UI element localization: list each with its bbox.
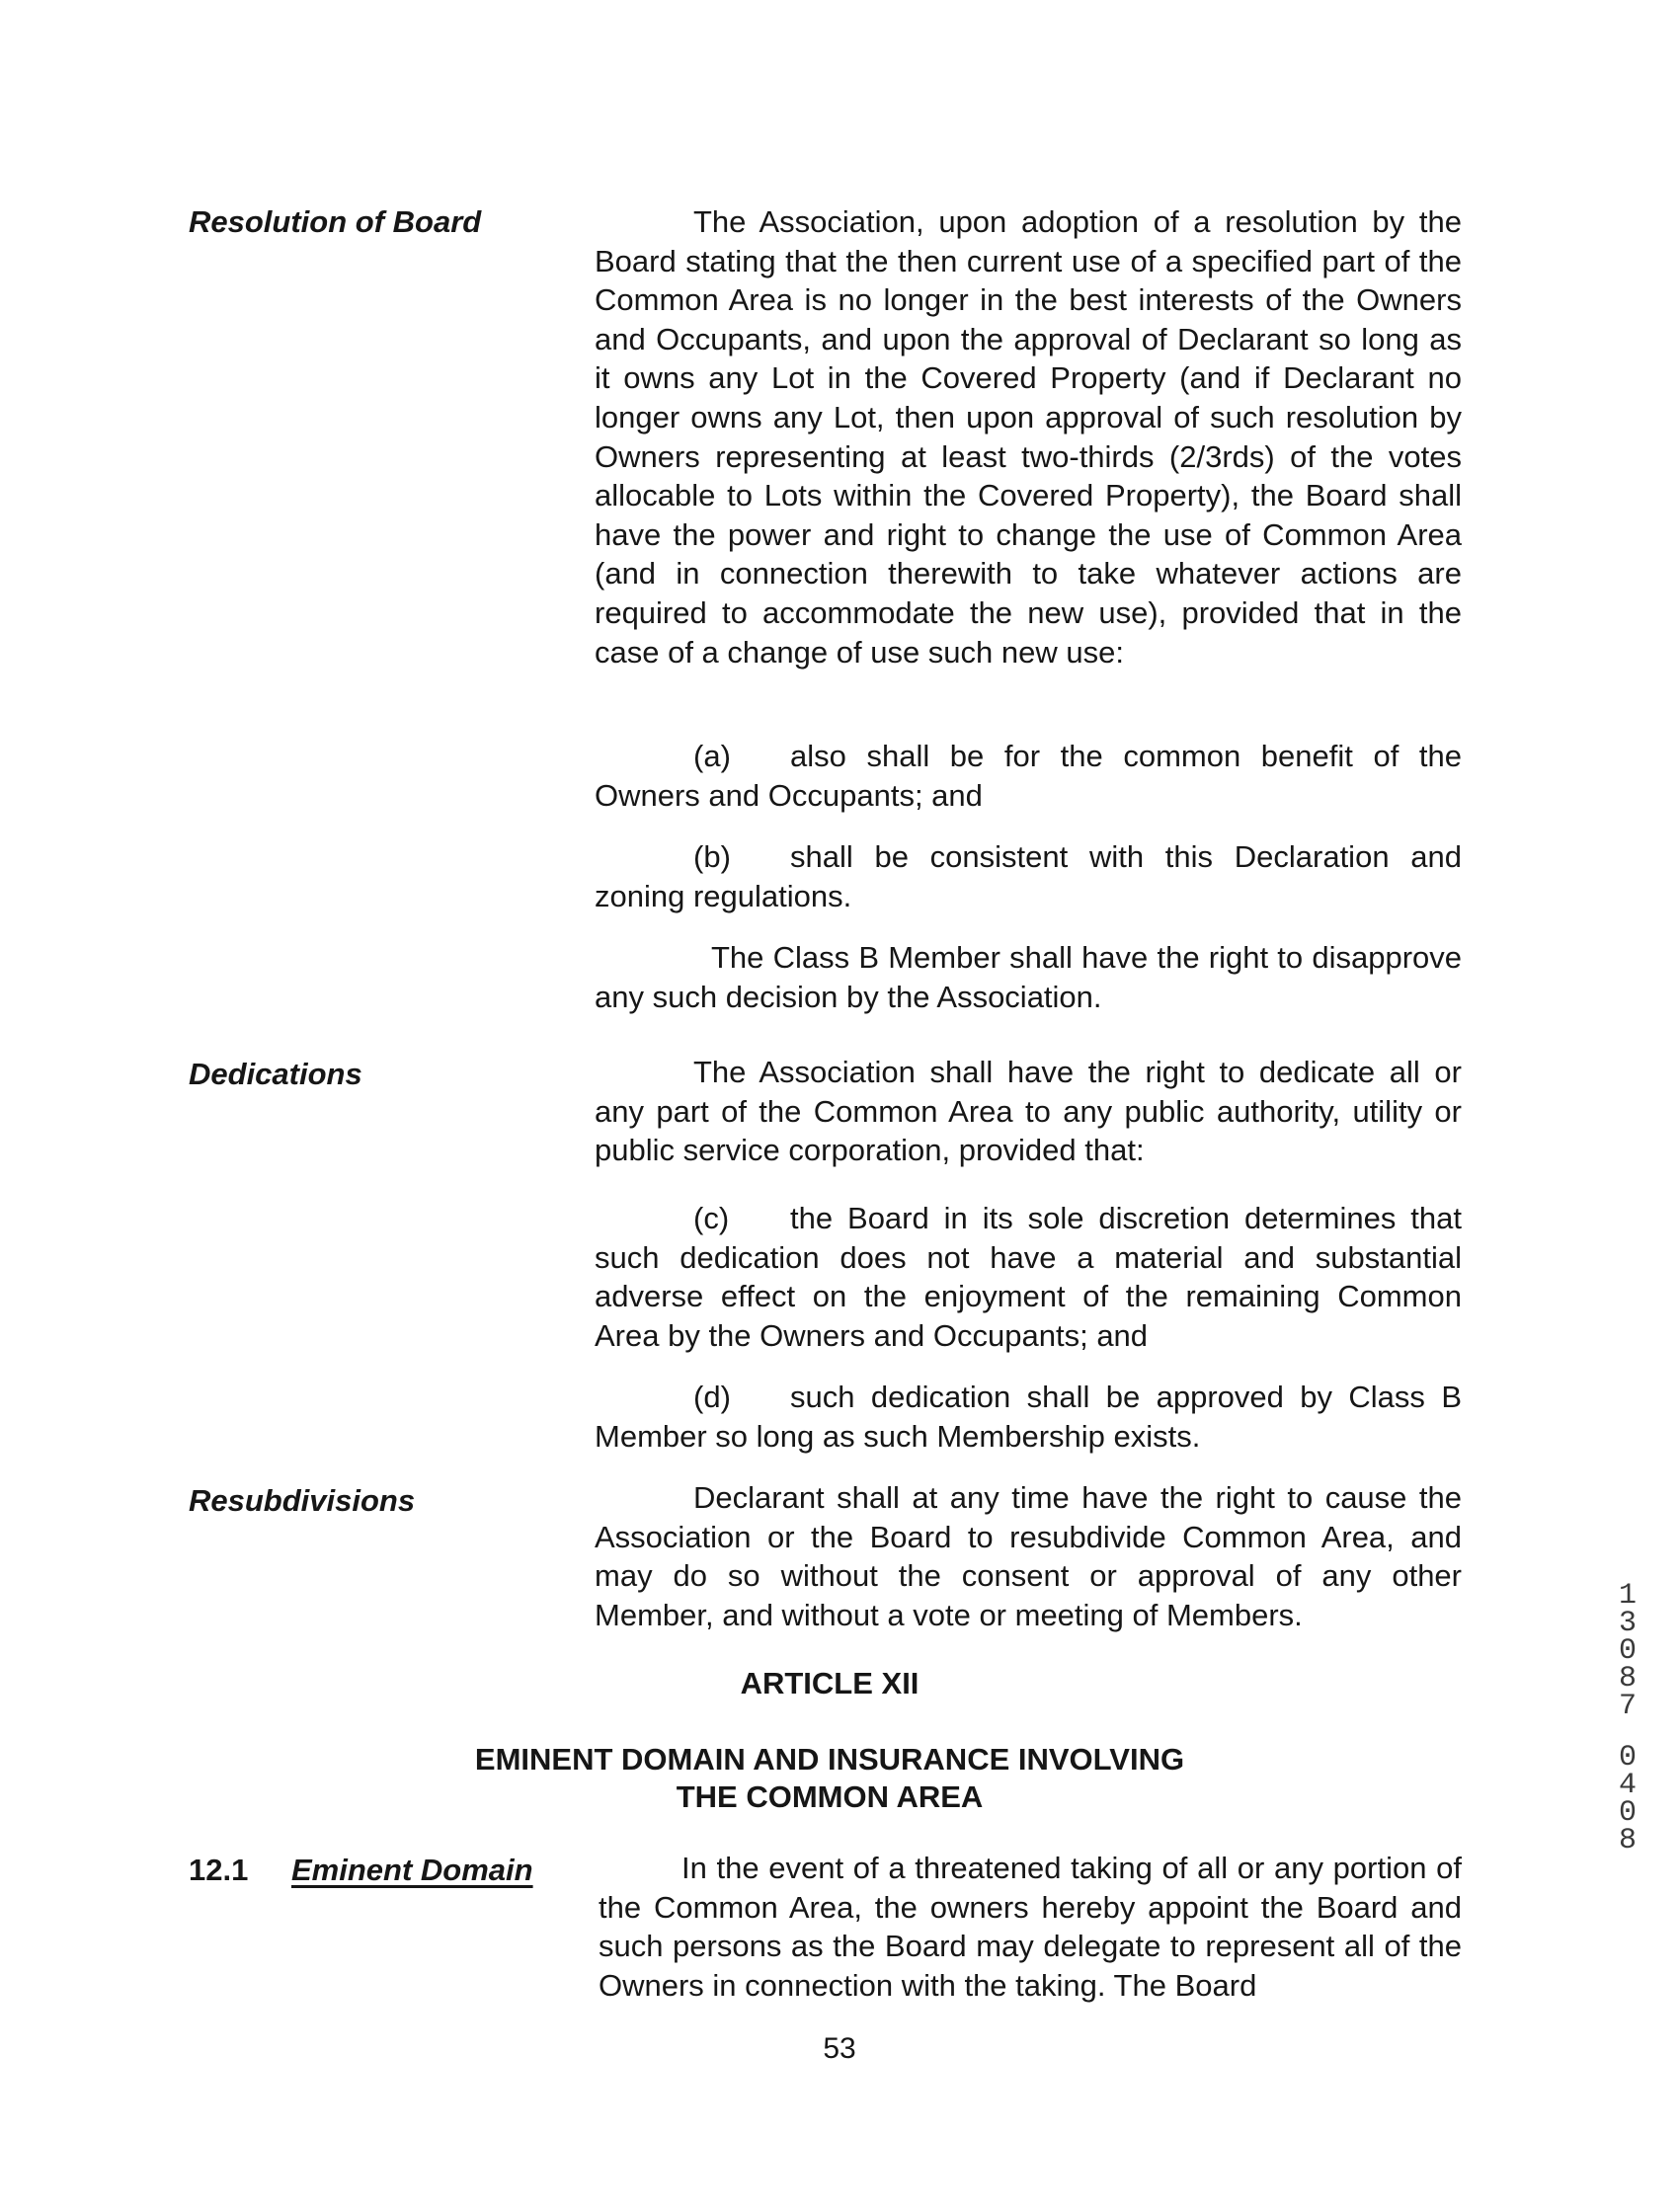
section-12-1-body xyxy=(599,1849,1462,2005)
resolution-section xyxy=(595,202,1462,672)
article-title-line1: EMINENT DOMAIN AND INSURANCE INVOLVING xyxy=(474,1742,1185,1777)
resolution-heading: Resolution of Board xyxy=(189,204,482,239)
recording-stamp: 1 3 0 8 7 0 4 0 8 xyxy=(1618,1579,1637,1857)
dedications-section xyxy=(595,1053,1462,1170)
resolution-closing-text: The Class B Member shall have the right to disapprove any such decision by the Association. xyxy=(595,940,1462,1014)
section-number: 12.1 xyxy=(189,1853,249,1887)
dedications-heading: Dedications xyxy=(189,1057,362,1091)
resolution-item-b xyxy=(595,837,1462,915)
resolution-item-a xyxy=(595,737,1462,815)
dedications-item-d xyxy=(595,1378,1462,1456)
section-12-1-paragraph: In the event of a threatened taking of all or any portion of the Common Area, the owners hereby appoint the Board and such persons as the Board may delegate to represent all of the Owners in connection with the taking. The Board xyxy=(599,1851,1462,2003)
item-b-label: (b) xyxy=(693,839,731,874)
item-c-label: (c) xyxy=(693,1201,730,1235)
item-a-text: also shall be for the common benefit of the Owners and Occupants; and xyxy=(595,739,1462,813)
dedications-paragraph: The Association shall have the right to dedicate all or any part of the Common Area to any public authority, utility or public service corporation, provided that: xyxy=(595,1055,1462,1168)
item-d-text: such dedication shall be approved by Class B Member so long as such Membership exists. xyxy=(595,1380,1462,1454)
resolution-closing xyxy=(595,938,1462,1016)
item-b-text: shall be consistent with this Declaration and zoning regulations. xyxy=(595,839,1462,913)
article-number: ARTICLE XII xyxy=(740,1666,919,1700)
resubdivisions-paragraph: Declarant shall at any time have the right to cause the Association or the Board to resubdivide Common Area, and may do so without the consent or approval of any other Member, and without a vote or meeting of Members. xyxy=(595,1480,1462,1632)
item-a-label: (a) xyxy=(693,739,731,773)
section-title: Eminent Domain xyxy=(291,1853,533,1887)
article-title-line2: THE COMMON AREA xyxy=(676,1779,984,1814)
dedications-item-c xyxy=(595,1199,1462,1355)
page-number: 53 xyxy=(823,2032,856,2065)
resubdivisions-heading: Resubdivisions xyxy=(189,1483,416,1518)
item-d-label: (d) xyxy=(693,1380,731,1414)
item-c-text: the Board in its sole discretion determines that such dedication does not have a material and substantial adverse effect on the enjoyment of the remaining Common Area by the Owners and Occupants; and xyxy=(595,1201,1462,1353)
resubdivisions-section xyxy=(595,1478,1462,1634)
resolution-paragraph: The Association, upon adoption of a resolution by the Board stating that the then current use of a specified part of the Common Area is no longer in the best interests of the Owners and Occupants, and upon the approval of Declarant so long as it owns any Lot in the Covered Property (and if Declarant no longer owns any Lot, then upon approval of such resolution by Owners representing at least two-thirds (2/3rds) of the votes allocable to Lots within the Covered Property), the Board shall have the power and right to change the use of Common Area (and in connection therewith to take whatever actions are required to accommodate the new use), provided that in the case of a change of use such new use: xyxy=(595,204,1462,670)
